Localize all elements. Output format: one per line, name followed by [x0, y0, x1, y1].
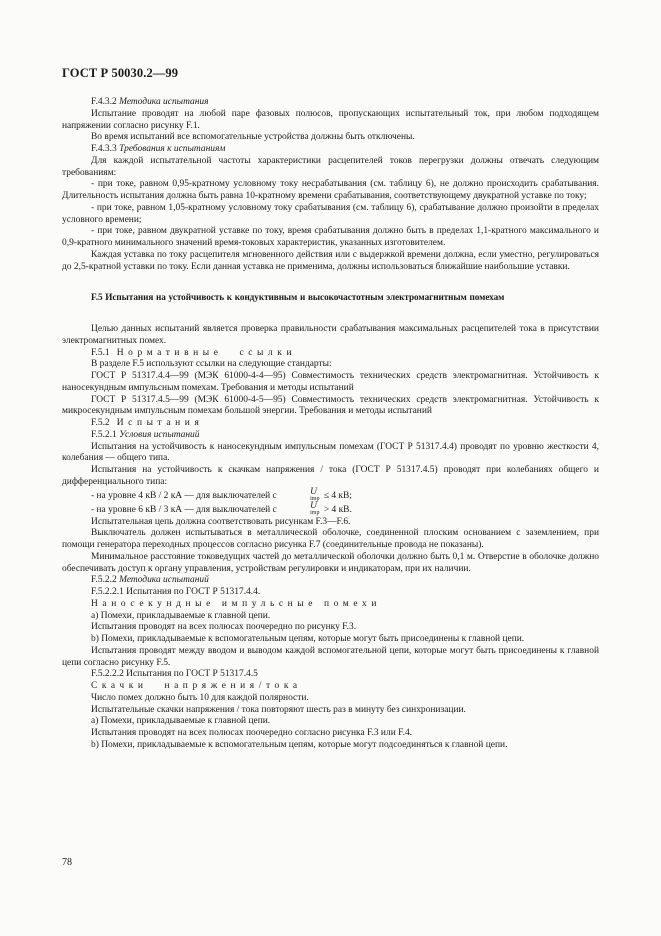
paragraph: Испытательные скачки напряжения / тока повторяют шесть раз в минуту без синхронизации.	[91, 704, 466, 715]
list-item: а) Помехи, прикладываемые к главной цепи.	[91, 610, 271, 621]
reference-item: ГОСТ Р 51317.4.4—99 (МЭК 61000-4-4—95) Совместимость технических средств электромагнитная. Устойчивость к наносекундным импульсным помехам. Требования и методы испытаний	[62, 371, 599, 393]
paragraph: Во время испытаний все вспомогательные устройства должны быть отключены.	[91, 132, 415, 143]
list-item: b) Помехи, прикладываемые к вспомогательным цепям, которые могут подсоединяться к главной цепи.	[91, 739, 508, 750]
paragraph: F.5.2.2.1 Испытания по ГОСТ Р 51317.4.4.	[91, 587, 261, 597]
paragraph: Число помех должно быть 10 для каждой полярности.	[91, 692, 309, 703]
subsection-heading: F.5.2.2 Методика испытаний	[91, 575, 209, 586]
paragraph: Испытательная цепь должна соответствовать рисункам F.3—F.6.	[91, 516, 351, 527]
subsection-heading: F.5.2.1 Условия испытаний	[91, 429, 200, 440]
subsection-heading: F.5.1 Нормативные ссылки	[91, 347, 297, 358]
reference-item: ГОСТ Р 51317.4.5—99 (МЭК 61000-4-5—95) Совместимость технических средств электромагнитная. Устойчивость к микросекундным импульсным помехам большой энергии. Требования и методы испытаний	[62, 394, 599, 417]
paragraph: F.5.2.2.2 Испытания по ГОСТ Р 51317.4.5	[91, 669, 258, 680]
subsection-heading: F.5.2 Испытания	[91, 418, 204, 428]
spaced-heading: Наносекундные импульсные помехи	[91, 598, 381, 609]
spaced-heading: Скачки напряжения/тока	[91, 681, 302, 691]
document-body	[62, 97, 599, 752]
paragraph: Для каждой испытательной частоты характеристики расцепителей токов перегрузки должны отвечать следующим требованиям:	[62, 155, 599, 178]
list-item: b) Помехи, прикладываемые к вспомогательным цепям, которые могут быть присоединены к главной цепи.	[91, 634, 525, 644]
subsection-heading: F.4.3.3 Требования к испытаниям	[91, 144, 226, 154]
list-item: а) Помехи, прикладываемые к главной цепи.	[91, 716, 271, 727]
paragraph: Каждая уставка по току расцепителя мгновенного действия или с выдержкой времени должна, если уместно, регулироваться до 2,5-кратной уставки по току. Если данная уставка не применима, должны использоваться ближайшие наибольшие уставки.	[62, 249, 599, 272]
paragraph: Выключатель должен испытываться в металлической оболочке, соединенной плоским основанием с заземлением, при помощи генератора переходных процессов согласно рисунка F.7 (соединительные провода не показаны).	[62, 528, 599, 550]
paragraph: Испытания проводят между вводом и выводом каждой вспомогательной цепи, которые могут быть присоединены к главной цепи согласно рисунку F.5.	[62, 645, 599, 668]
list-item: - на уровне 4 кВ / 2 кА — для выключателей с U imp ≤ 4 кВ;	[91, 486, 352, 502]
page-header: ГОСТ Р 50030.2—99	[62, 66, 179, 80]
paragraph: Испытания проводят на всех полюсах поочередно согласно рисунка F.3 или F.4.	[91, 728, 413, 738]
page-number: 78	[62, 857, 72, 868]
list-item: - при токе, равном двукратной уставке по току, время срабатывания должно быть в пределах 1,1-кратного максимального и 0,9-кратного минимального значений время-токовых характеристик, указанных изготовителем.	[62, 226, 599, 248]
list-item: - на уровне 6 кВ / 3 кА — для выключателей с U imp > 4 кВ.	[91, 500, 352, 516]
paragraph: Минимальное расстояние токоведущих частей до металлической оболочки должно быть 0,1 м. Отверстие в оболочке должно обеспечивать доступ к органу управления, устройствам регулировки и индикаторам, при их наличии.	[62, 551, 599, 574]
paragraph: Испытание проводят на любой паре фазовых полюсов, пропускающих испытательный ток, при любом подходящем напряжении согласно рисунку F.1.	[62, 108, 599, 131]
paragraph: Целью данных испытаний является проверка правильности срабатывания максимальных расцепителей тока в присутствии электромагнитных помех.	[62, 324, 599, 346]
paragraph: Испытания проводят на всех полюсах поочередно по рисунку F.3.	[91, 622, 357, 633]
paragraph: В разделе F.5 используют ссылки на следующие стандарты:	[91, 359, 332, 370]
paragraph: Испытания на устойчивость к наносекундным импульсным помехам (ГОСТ Р 51317.4.4) проводят по уровню жесткости 4, колебания — общего типа.	[62, 441, 599, 464]
paragraph: Испытания на устойчивость к скачкам напряжения / тока (ГОСТ Р 51317.4.5) проводят при колебаниях общего и дифференциального типа:	[62, 465, 599, 487]
subsection-heading: F.4.3.2 Методика испытания	[91, 97, 209, 107]
list-item: - при токе, равном 1,05-кратному условному току срабатывания (см. таблицу 6), срабатывание должно произойти в пределах условного времени;	[62, 202, 599, 225]
section-heading-f5: F.5 Испытания на устойчивость к кондуктивным и высокочастотным электромагнитным помехам	[91, 292, 505, 303]
list-item: - при токе, равном 0,95-кратному условному току несрабатывания (см. таблицу 6), не должно происходить срабатывания. Длительность испытания должна быть равна 10-кратному времени срабатывания, соответствующему двукратной уставке по току;	[62, 179, 599, 201]
